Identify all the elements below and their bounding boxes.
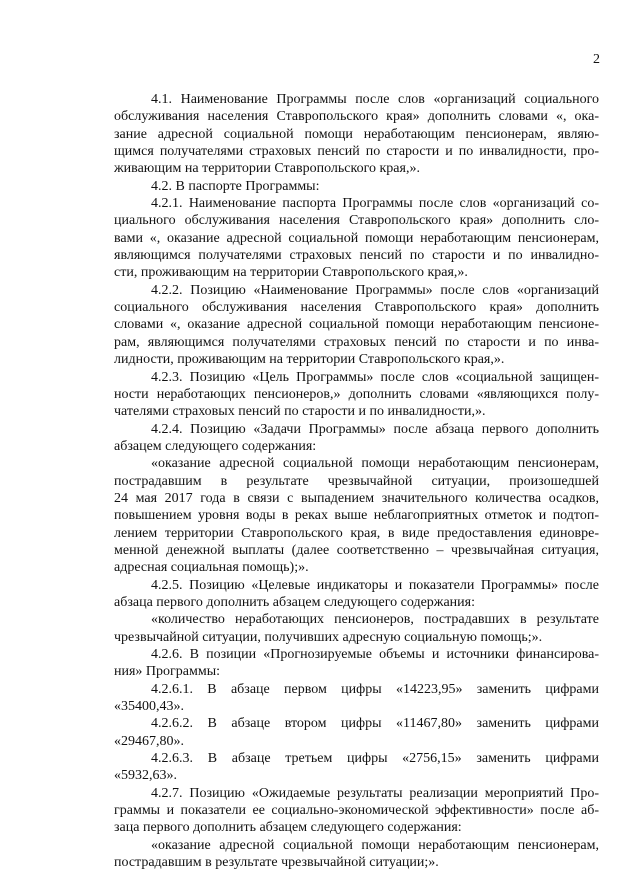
- text-line: 4.2.6. В позиции «Прогнозируемые объемы и источники финансирова-: [151, 647, 599, 662]
- text-line: абзаца первого дополнить абзацем следующего содержания:: [114, 594, 475, 610]
- text-line: «29467,80».: [114, 733, 184, 749]
- text-line: «количество неработающих пенсионеров, пострадавших в результате: [151, 612, 599, 628]
- text-line: словами «, оказание адресной социальной помощи неработающим пенсионе-: [114, 317, 599, 333]
- text-line: «оказание адресной социальной помощи неработающим пенсионерам,: [151, 456, 599, 472]
- text-line: чателями страховых пенсий по старости и по инвалидности,».: [114, 404, 486, 420]
- text-line: 4.2.1. Наименование паспорта Программы после слов «организаций со-: [151, 196, 599, 212]
- text-line: 4.2. В паспорте Программы:: [151, 178, 320, 194]
- text-line: щимся получателями страховых пенсий по старости и по инвалидности, про-: [114, 144, 599, 160]
- text-line: лением территории Ставропольского края, в виде предоставления единовре-: [114, 525, 599, 541]
- text-line: адресная социальная помощь);».: [114, 560, 309, 576]
- text-line: живающим на территории Ставропольского края,».: [114, 161, 420, 177]
- text-line: 4.2.4. Позицию «Задачи Программы» после абзаца первого дополнить: [151, 421, 599, 437]
- text-line: заца первого дополнить абзацем следующего содержания:: [114, 820, 462, 836]
- text-line: «35400,43».: [114, 699, 184, 715]
- text-line: 4.2.5. Позицию «Целевые индикаторы и показатели Программы» после: [151, 577, 599, 593]
- document-body: [114, 91, 599, 871]
- text-line: пострадавшим в результате чрезвычайной ситуации;».: [114, 855, 439, 871]
- text-line: менной денежной выплаты (далее соответственно – чрезвычайная ситуация,: [114, 542, 599, 558]
- text-line: 4.2.6.1. В абзаце первом цифры «14223,95» заменить цифрами: [151, 681, 599, 697]
- text-line: «5932,63».: [114, 768, 177, 784]
- text-line: 4.2.2. Позицию «Наименование Программы» после слов «организаций: [151, 282, 599, 298]
- text-line: обслуживания населения Ставропольского края» дополнить словами «, ока-: [114, 109, 599, 125]
- text-line: 24 мая 2017 года в связи с выпадением значительного количества осадков,: [114, 490, 599, 506]
- text-line: являющимся получателями страховых пенсий по старости и по инвалидно-: [114, 248, 599, 264]
- text-line: ния» Программы:: [114, 664, 221, 680]
- text-line: зание адресной социальной помощи неработающим пенсионерам, являю-: [114, 126, 599, 142]
- text-line: пострадавшим в результате чрезвычайной ситуации, произошедшей: [114, 473, 599, 489]
- text-line: 4.2.6.3. В абзаце третьем цифры «2756,15» заменить цифрами: [151, 751, 599, 767]
- text-line: абзацем следующего содержания:: [114, 438, 317, 454]
- page-number: 2: [593, 52, 600, 67]
- text-line: циального обслуживания населения Ставропольского края» дополнить сло-: [114, 213, 599, 229]
- text-line: 4.2.3. Позицию «Цель Программы» после слов «социальной защищен-: [151, 369, 599, 385]
- text-line: 4.2.7. Позицию «Ожидаемые результаты реализации мероприятий Про-: [151, 785, 599, 801]
- text-line: вами «, оказание адресной социальной помощи неработающим пенсионерам,: [114, 230, 599, 246]
- text-line: 4.2.6.2. В абзаце втором цифры «11467,80» заменить цифрами: [151, 716, 599, 732]
- text-line: граммы и показатели ее социально-экономической эффективности» после аб-: [114, 803, 599, 819]
- text-line: повышением уровня воды в реках выше неблагоприятных отметок и подтоп-: [114, 508, 599, 524]
- text-line: сти, проживающим на территории Ставропольского края,».: [114, 265, 468, 281]
- text-line: чрезвычайной ситуации, получивших адресную социальную помощь;».: [114, 629, 543, 645]
- text-line: «оказание адресной социальной помощи неработающим пенсионерам,: [151, 837, 599, 853]
- text-line: рам, являющимся получателями страховых пенсий по старости и по инва-: [114, 334, 599, 350]
- text-line: лидности, проживающим на территории Ставропольского края,».: [114, 352, 505, 368]
- text-line: социального обслуживания населения Ставропольского края» дополнить: [114, 300, 599, 316]
- text-line: ности неработающих пенсионеров,» дополнить словами «являющихся полу-: [114, 386, 599, 402]
- text-line: 4.1. Наименование Программы после слов «организаций социального: [151, 92, 599, 107]
